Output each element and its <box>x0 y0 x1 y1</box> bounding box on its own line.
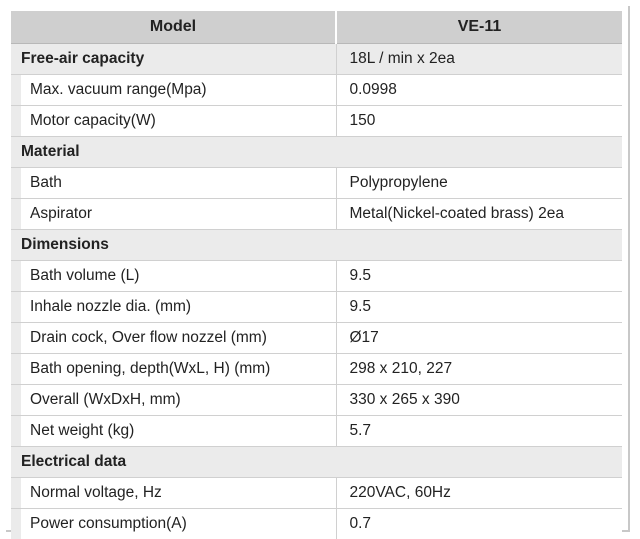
section-label: Free-air capacity <box>11 44 336 75</box>
table-row <box>11 261 622 292</box>
spec-label: Bath <box>30 174 62 191</box>
specification-table <box>11 11 622 539</box>
model-header-value: VE-11 <box>336 11 622 44</box>
spec-label: Aspirator <box>30 205 92 222</box>
spec-value: 150 <box>336 106 622 137</box>
spec-value: Polypropylene <box>336 168 622 199</box>
section-label: Material <box>11 137 622 168</box>
table-row <box>11 323 622 354</box>
spec-value: 330 x 265 x 390 <box>336 385 622 416</box>
section-label: Dimensions <box>11 230 622 261</box>
spec-label-cell <box>11 354 336 385</box>
spec-label: Bath volume (L) <box>30 267 139 284</box>
spec-value: 9.5 <box>336 261 622 292</box>
section-row-dimensions <box>11 230 622 261</box>
spec-label: Inhale nozzle dia. (mm) <box>30 298 191 315</box>
spec-value: 298 x 210, 227 <box>336 354 622 385</box>
table-row <box>11 199 622 230</box>
spec-label-cell <box>11 416 336 447</box>
section-row-electrical-data <box>11 447 622 478</box>
table-row <box>11 509 622 539</box>
table-row <box>11 416 622 447</box>
spec-label: Overall (WxDxH, mm) <box>30 391 181 408</box>
table-row <box>11 354 622 385</box>
section-row-material <box>11 137 622 168</box>
spec-label-cell <box>11 323 336 354</box>
spec-label-cell <box>11 199 336 230</box>
table-row <box>11 292 622 323</box>
spec-label-cell <box>11 478 336 509</box>
section-row-free-air-capacity <box>11 44 622 75</box>
spec-label: Normal voltage, Hz <box>30 484 162 501</box>
spec-label-cell <box>11 75 336 106</box>
spec-value: 220VAC, 60Hz <box>336 478 622 509</box>
table-row <box>11 75 622 106</box>
spec-label: Max. vacuum range(Mpa) <box>30 81 207 98</box>
section-label: Electrical data <box>11 447 622 478</box>
spec-value: 0.0998 <box>336 75 622 106</box>
spec-label-cell <box>11 106 336 137</box>
spec-label: Drain cock, Over flow nozzel (mm) <box>30 329 267 346</box>
spec-label-cell <box>11 168 336 199</box>
spec-label-cell <box>11 385 336 416</box>
spec-value: 18L / min x 2ea <box>336 44 622 75</box>
spec-sheet-frame <box>4 4 628 530</box>
table-row <box>11 478 622 509</box>
spec-label: Motor capacity(W) <box>30 112 156 129</box>
spec-label: Net weight (kg) <box>30 422 134 439</box>
spec-label-cell <box>11 292 336 323</box>
table-row <box>11 385 622 416</box>
spec-label-cell <box>11 261 336 292</box>
spec-label: Power consumption(A) <box>30 515 187 532</box>
model-header-label: Model <box>11 11 336 44</box>
spec-value: 5.7 <box>336 416 622 447</box>
table-header-row <box>11 11 622 44</box>
table-row <box>11 168 622 199</box>
spec-label-cell <box>11 509 336 539</box>
spec-value: 9.5 <box>336 292 622 323</box>
spec-value: 0.7 <box>336 509 622 539</box>
spec-value: Ø17 <box>336 323 622 354</box>
table-row <box>11 106 622 137</box>
spec-label: Bath opening, depth(WxL, H) (mm) <box>30 360 270 377</box>
spec-value: Metal(Nickel-coated brass) 2ea <box>336 199 622 230</box>
